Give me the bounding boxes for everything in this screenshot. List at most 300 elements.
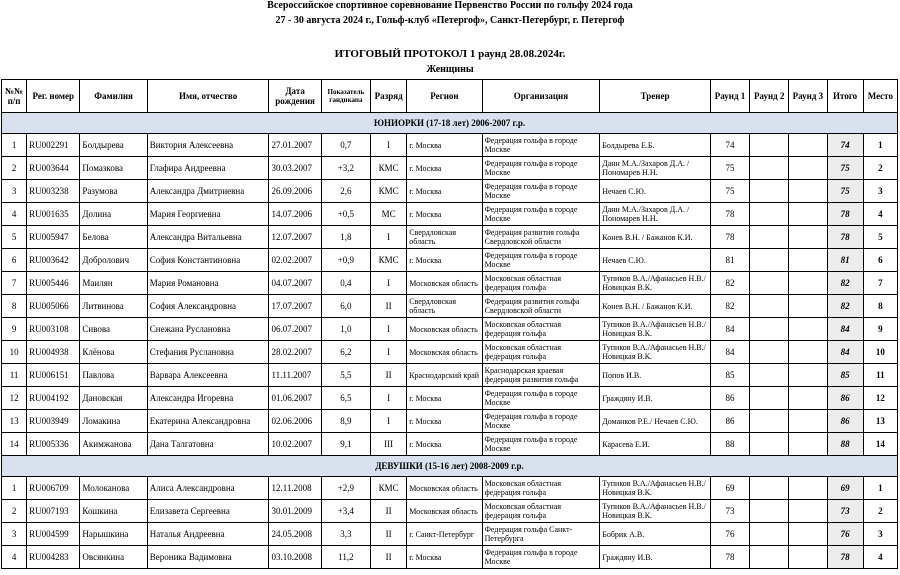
- cell-total: 82: [827, 272, 863, 295]
- cell-dob: 01.06.2007: [269, 387, 321, 410]
- cell-place: 3: [863, 180, 897, 203]
- cell-handicap: 8,9: [321, 410, 370, 433]
- cell-region: Свердловская область: [407, 295, 482, 318]
- cell-organization: Федерация гольфа в городе Москве: [482, 433, 600, 456]
- cell-place: 3: [863, 523, 897, 546]
- cell-round2: [750, 134, 789, 157]
- cell-coach: Доманков Р.Е./ Нечаев С.Ю.: [600, 410, 711, 433]
- cell-place: 6: [863, 249, 897, 272]
- cell-round2: [750, 203, 789, 226]
- cell-coach: Тупиков В.А./Афанасьев Н.В./Новицкая В.К.: [600, 341, 711, 364]
- cell-dob: 27.01.2007: [269, 134, 321, 157]
- cell-reg-number: RU006151: [27, 364, 80, 387]
- cell-round2: [750, 249, 789, 272]
- cell-round1: 82: [710, 272, 749, 295]
- competition-title: Всероссийское спортивное соревнование Первенство России по гольфу 2024 года: [267, 0, 633, 11]
- cell-reg-number: RU004599: [27, 523, 80, 546]
- cell-total: 75: [827, 157, 863, 180]
- cell-place: 14: [863, 433, 897, 456]
- table-row: [2, 226, 898, 249]
- cell-organization: Федерация гольфа Санкт-Петербурга: [482, 523, 600, 546]
- table-row: [2, 203, 898, 226]
- table-row: [2, 272, 898, 295]
- cell-rank: I: [371, 410, 407, 433]
- cell-round1: 75: [710, 180, 749, 203]
- cell-place: 11: [863, 364, 897, 387]
- cell-round3: [789, 249, 827, 272]
- cell-region: г. Москва: [407, 249, 482, 272]
- results-body: [2, 113, 898, 569]
- cell-rank: I: [371, 318, 407, 341]
- cell-number: 4: [2, 546, 27, 569]
- cell-rank: КМС: [371, 249, 407, 272]
- cell-name: Глафира Андреевна: [147, 157, 269, 180]
- cell-total: 88: [827, 433, 863, 456]
- cell-surname: Клёнова: [80, 341, 147, 364]
- col-header-round3: Раунд 3: [789, 80, 827, 113]
- cell-name: София Константиновна: [147, 249, 269, 272]
- table-header-row: [2, 80, 898, 113]
- results-table: [1, 79, 898, 569]
- cell-name: Екатерина Александровна: [147, 410, 269, 433]
- cell-surname: Ломакина: [80, 410, 147, 433]
- cell-total: 84: [827, 318, 863, 341]
- cell-surname: Маилян: [80, 272, 147, 295]
- table-row: [2, 500, 898, 523]
- cell-rank: КМС: [371, 180, 407, 203]
- category-label: Женщины: [426, 64, 474, 75]
- cell-surname: Белова: [80, 226, 147, 249]
- cell-place: 4: [863, 546, 897, 569]
- cell-surname: Нарышкина: [80, 523, 147, 546]
- cell-place: 9: [863, 318, 897, 341]
- cell-place: 4: [863, 203, 897, 226]
- cell-round3: [789, 433, 827, 456]
- cell-handicap: 1,0: [321, 318, 370, 341]
- cell-name: Александра Дмитриевна: [147, 180, 269, 203]
- col-header-name: Имя, отчество: [147, 80, 269, 113]
- cell-reg-number: RU003642: [27, 249, 80, 272]
- cell-round2: [750, 433, 789, 456]
- cell-organization: Федерация гольфа в городе Москве: [482, 134, 600, 157]
- cell-coach: Тупиков В.А./Афанасьев Н.В./ Новицкая В.К.: [600, 500, 711, 523]
- cell-number: 10: [2, 341, 27, 364]
- cell-number: 3: [2, 523, 27, 546]
- cell-round2: [750, 341, 789, 364]
- col-header-organization: Организация: [482, 80, 600, 113]
- cell-organization: Федерация развития гольфа Свердловской области: [482, 226, 600, 249]
- cell-round3: [789, 318, 827, 341]
- cell-round2: [750, 226, 789, 249]
- cell-organization: Федерация гольфа в городе Москве: [482, 157, 600, 180]
- section-header-row: [2, 456, 898, 477]
- cell-round3: [789, 523, 827, 546]
- cell-round1: 82: [710, 295, 749, 318]
- cell-dob: 06.07.2007: [269, 318, 321, 341]
- cell-total: 69: [827, 477, 863, 500]
- cell-round1: 73: [710, 500, 749, 523]
- cell-round2: [750, 410, 789, 433]
- cell-place: 10: [863, 341, 897, 364]
- cell-region: г. Москва: [407, 203, 482, 226]
- cell-place: 2: [863, 500, 897, 523]
- cell-organization: Федерация гольфа в городе Москве: [482, 203, 600, 226]
- table-row: [2, 433, 898, 456]
- cell-number: 14: [2, 433, 27, 456]
- cell-handicap: 2,6: [321, 180, 370, 203]
- cell-rank: I: [371, 134, 407, 157]
- cell-round3: [789, 134, 827, 157]
- cell-name: Вероника Вадимовна: [147, 546, 269, 569]
- cell-round3: [789, 226, 827, 249]
- table-row: [2, 341, 898, 364]
- cell-handicap: 1,8: [321, 226, 370, 249]
- cell-handicap: 11,2: [321, 546, 370, 569]
- cell-round1: 88: [710, 433, 749, 456]
- cell-name: Стефания Руслановна: [147, 341, 269, 364]
- cell-coach: Конев В.Н. / Бажанов К.И.: [600, 226, 711, 249]
- cell-rank: КМС: [371, 157, 407, 180]
- cell-total: 76: [827, 523, 863, 546]
- cell-handicap: 5,5: [321, 364, 370, 387]
- cell-round2: [750, 477, 789, 500]
- cell-round1: 78: [710, 546, 749, 569]
- cell-rank: I: [371, 387, 407, 410]
- cell-organization: Федерация гольфа в городе Москве: [482, 546, 600, 569]
- cell-total: 85: [827, 364, 863, 387]
- cell-coach: Конев В.Н. / Бажанов К.И.: [600, 295, 711, 318]
- cell-round3: [789, 500, 827, 523]
- section-title: ЮНИОРКИ (17-18 лет) 2006-2007 г.р.: [2, 113, 898, 134]
- cell-round3: [789, 410, 827, 433]
- cell-round2: [750, 180, 789, 203]
- cell-round1: 84: [710, 341, 749, 364]
- cell-dob: 12.11.2008: [269, 477, 321, 500]
- cell-organization: Московская областная федерация гольфа: [482, 341, 600, 364]
- cell-reg-number: RU002291: [27, 134, 80, 157]
- col-header-dob: Дата рождения: [269, 80, 321, 113]
- cell-rank: II: [371, 500, 407, 523]
- table-row: [2, 410, 898, 433]
- cell-surname: Молоканова: [80, 477, 147, 500]
- cell-coach: Данн М.А./Захаров Д.А. /Пономарев Н.Н.: [600, 157, 711, 180]
- cell-surname: Павлова: [80, 364, 147, 387]
- cell-round1: 86: [710, 410, 749, 433]
- cell-total: 75: [827, 180, 863, 203]
- cell-handicap: 0,7: [321, 134, 370, 157]
- cell-name: Мария Георгиевна: [147, 203, 269, 226]
- cell-organization: Московская областная федерация гольфа: [482, 477, 600, 500]
- cell-total: 73: [827, 500, 863, 523]
- table-row: [2, 180, 898, 203]
- cell-place: 2: [863, 157, 897, 180]
- cell-surname: Литвинова: [80, 295, 147, 318]
- cell-reg-number: RU006709: [27, 477, 80, 500]
- cell-number: 11: [2, 364, 27, 387]
- cell-coach: Нечаев С.Ю.: [600, 180, 711, 203]
- cell-round3: [789, 295, 827, 318]
- cell-rank: I: [371, 272, 407, 295]
- table-row: [2, 318, 898, 341]
- cell-number: 7: [2, 272, 27, 295]
- cell-round2: [750, 157, 789, 180]
- competition-dates-venue: 27 - 30 августа 2024 г., Гольф-клуб «Петергоф», Санкт-Петербург, г. Петергоф: [275, 15, 625, 26]
- cell-organization: Федерация развития гольфа Свердловской области: [482, 295, 600, 318]
- col-header-surname: Фамилия: [80, 80, 147, 113]
- cell-place: 8: [863, 295, 897, 318]
- cell-dob: 02.02.2007: [269, 249, 321, 272]
- col-header-coach: Тренер: [600, 80, 711, 113]
- cell-reg-number: RU005066: [27, 295, 80, 318]
- table-row: [2, 546, 898, 569]
- cell-coach: Попов И.В.: [600, 364, 711, 387]
- cell-region: г. Санкт-Петербург: [407, 523, 482, 546]
- cell-organization: Краснодарская краевая федерация развития гольфа: [482, 364, 600, 387]
- cell-number: 8: [2, 295, 27, 318]
- cell-number: 12: [2, 387, 27, 410]
- cell-name: Алиса Александровна: [147, 477, 269, 500]
- cell-region: г. Москва: [407, 410, 482, 433]
- cell-round3: [789, 364, 827, 387]
- cell-region: г. Москва: [407, 134, 482, 157]
- cell-round1: 81: [710, 249, 749, 272]
- cell-number: 1: [2, 477, 27, 500]
- cell-round1: 78: [710, 203, 749, 226]
- cell-round1: 69: [710, 477, 749, 500]
- cell-name: Виктория Алексеевна: [147, 134, 269, 157]
- cell-surname: Кошкина: [80, 500, 147, 523]
- cell-coach: Данн М.А./Захаров Д.А. /Пономарев Н.Н.: [600, 203, 711, 226]
- cell-place: 5: [863, 226, 897, 249]
- cell-place: 7: [863, 272, 897, 295]
- cell-region: Московская область: [407, 272, 482, 295]
- col-header-number: №№ п/п: [2, 80, 27, 113]
- cell-dob: 30.03.2007: [269, 157, 321, 180]
- cell-round2: [750, 387, 789, 410]
- cell-organization: Федерация гольфа в городе Москве: [482, 387, 600, 410]
- cell-name: Елизавета Сергеевна: [147, 500, 269, 523]
- cell-number: 13: [2, 410, 27, 433]
- cell-coach: Тупиков В.А./Афанасьев Н.В./ Новицкая В.К.: [600, 477, 711, 500]
- col-header-place: Место: [863, 80, 897, 113]
- cell-region: Московская область: [407, 318, 482, 341]
- cell-round3: [789, 203, 827, 226]
- cell-number: 9: [2, 318, 27, 341]
- cell-round3: [789, 157, 827, 180]
- cell-dob: 14.07.2006: [269, 203, 321, 226]
- cell-name: Александра Витальевна: [147, 226, 269, 249]
- cell-number: 2: [2, 500, 27, 523]
- cell-surname: Долина: [80, 203, 147, 226]
- col-header-reg-number: Рег. номер: [27, 80, 80, 113]
- cell-dob: 30.01.2009: [269, 500, 321, 523]
- cell-reg-number: RU005947: [27, 226, 80, 249]
- cell-surname: Болдырева: [80, 134, 147, 157]
- cell-reg-number: RU004938: [27, 341, 80, 364]
- cell-round1: 74: [710, 134, 749, 157]
- cell-region: Московская область: [407, 500, 482, 523]
- cell-reg-number: RU004283: [27, 546, 80, 569]
- cell-reg-number: RU007193: [27, 500, 80, 523]
- cell-reg-number: RU005336: [27, 433, 80, 456]
- cell-total: 82: [827, 295, 863, 318]
- cell-round2: [750, 364, 789, 387]
- cell-coach: Тупиков В.А./Афанасьев Н.В./Новицкая В.К.: [600, 272, 711, 295]
- cell-surname: Овсянкина: [80, 546, 147, 569]
- cell-round2: [750, 272, 789, 295]
- cell-total: 78: [827, 546, 863, 569]
- cell-dob: 24.05.2008: [269, 523, 321, 546]
- cell-place: 12: [863, 387, 897, 410]
- cell-name: София Александровна: [147, 295, 269, 318]
- cell-round2: [750, 295, 789, 318]
- cell-round1: 86: [710, 387, 749, 410]
- cell-dob: 12.07.2007: [269, 226, 321, 249]
- cell-round2: [750, 523, 789, 546]
- col-header-rank: Разряд: [371, 80, 407, 113]
- cell-number: 4: [2, 203, 27, 226]
- cell-surname: Разумова: [80, 180, 147, 203]
- cell-handicap: +3,2: [321, 157, 370, 180]
- cell-reg-number: RU003108: [27, 318, 80, 341]
- cell-number: 1: [2, 134, 27, 157]
- cell-region: г. Москва: [407, 157, 482, 180]
- cell-dob: 28.02.2007: [269, 341, 321, 364]
- cell-handicap: 0,4: [321, 272, 370, 295]
- cell-name: Варвара Алексеевна: [147, 364, 269, 387]
- cell-name: Снежана Руслановна: [147, 318, 269, 341]
- cell-region: Свердловская область: [407, 226, 482, 249]
- cell-handicap: +2,9: [321, 477, 370, 500]
- cell-number: 3: [2, 180, 27, 203]
- cell-rank: II: [371, 364, 407, 387]
- cell-number: 5: [2, 226, 27, 249]
- cell-coach: Граждяну И.В.: [600, 387, 711, 410]
- cell-surname: Сивова: [80, 318, 147, 341]
- col-header-round2: Раунд 2: [750, 80, 789, 113]
- cell-coach: Граждяну И.В.: [600, 546, 711, 569]
- cell-region: г. Москва: [407, 546, 482, 569]
- cell-organization: Федерация гольфа в городе Москве: [482, 180, 600, 203]
- cell-handicap: 9,1: [321, 433, 370, 456]
- cell-organization: Московская областная федерация гольфа: [482, 500, 600, 523]
- cell-rank: МС: [371, 203, 407, 226]
- col-header-handicap: Показатель гандикапа: [321, 80, 370, 113]
- cell-dob: 26.09.2006: [269, 180, 321, 203]
- cell-rank: I: [371, 341, 407, 364]
- cell-round2: [750, 318, 789, 341]
- cell-surname: Дановская: [80, 387, 147, 410]
- table-row: [2, 477, 898, 500]
- cell-region: г. Москва: [407, 180, 482, 203]
- cell-reg-number: RU004192: [27, 387, 80, 410]
- table-row: [2, 157, 898, 180]
- cell-handicap: 6,5: [321, 387, 370, 410]
- cell-rank: III: [371, 433, 407, 456]
- cell-coach: Нечаев С.Ю.: [600, 249, 711, 272]
- cell-dob: 02.06.2006: [269, 410, 321, 433]
- cell-name: Александра Игоревна: [147, 387, 269, 410]
- col-header-round1: Раунд 1: [710, 80, 749, 113]
- cell-dob: 04.07.2007: [269, 272, 321, 295]
- cell-total: 78: [827, 203, 863, 226]
- cell-region: Московская область: [407, 477, 482, 500]
- cell-rank: II: [371, 295, 407, 318]
- cell-coach: Бобрик А.В.: [600, 523, 711, 546]
- cell-total: 86: [827, 410, 863, 433]
- table-row: [2, 364, 898, 387]
- cell-reg-number: RU001635: [27, 203, 80, 226]
- cell-rank: II: [371, 523, 407, 546]
- cell-round3: [789, 477, 827, 500]
- cell-region: Московская область: [407, 341, 482, 364]
- cell-handicap: +3,4: [321, 500, 370, 523]
- cell-coach: Тупиков В.А./Афанасьев Н.В./Новицкая В.К.: [600, 318, 711, 341]
- cell-total: 74: [827, 134, 863, 157]
- cell-rank: II: [371, 546, 407, 569]
- cell-handicap: +0,5: [321, 203, 370, 226]
- cell-round3: [789, 546, 827, 569]
- cell-reg-number: RU003949: [27, 410, 80, 433]
- cell-name: Наталья Андреевна: [147, 523, 269, 546]
- cell-dob: 11.11.2007: [269, 364, 321, 387]
- table-row: [2, 295, 898, 318]
- cell-organization: Московская областная федерация гольфа: [482, 318, 600, 341]
- cell-round1: 85: [710, 364, 749, 387]
- cell-round3: [789, 180, 827, 203]
- cell-round1: 76: [710, 523, 749, 546]
- cell-coach: Болдырева Е.Б.: [600, 134, 711, 157]
- cell-handicap: 3,3: [321, 523, 370, 546]
- cell-total: 81: [827, 249, 863, 272]
- cell-region: Краснодарский край: [407, 364, 482, 387]
- cell-region: г. Москва: [407, 387, 482, 410]
- table-row: [2, 523, 898, 546]
- cell-handicap: +0,9: [321, 249, 370, 272]
- section-header-row: [2, 113, 898, 134]
- section-title: ДЕВУШКИ (15-16 лет) 2008-2009 г.р.: [2, 456, 898, 477]
- cell-round3: [789, 272, 827, 295]
- cell-rank: I: [371, 226, 407, 249]
- cell-round1: 78: [710, 226, 749, 249]
- cell-organization: Федерация гольфа в городе Москве: [482, 249, 600, 272]
- cell-coach: Карасева Е.И.: [600, 433, 711, 456]
- cell-round2: [750, 500, 789, 523]
- cell-round1: 75: [710, 157, 749, 180]
- cell-place: 1: [863, 134, 897, 157]
- cell-number: 6: [2, 249, 27, 272]
- table-row: [2, 134, 898, 157]
- cell-handicap: 6,0: [321, 295, 370, 318]
- cell-number: 2: [2, 157, 27, 180]
- cell-round3: [789, 387, 827, 410]
- cell-rank: КМС: [371, 477, 407, 500]
- cell-reg-number: RU003644: [27, 157, 80, 180]
- cell-place: 13: [863, 410, 897, 433]
- cell-round3: [789, 341, 827, 364]
- cell-handicap: 6,2: [321, 341, 370, 364]
- cell-reg-number: RU003238: [27, 180, 80, 203]
- cell-surname: Добролович: [80, 249, 147, 272]
- col-header-region: Регион: [407, 80, 482, 113]
- cell-name: Дана Талгатовна: [147, 433, 269, 456]
- protocol-title: ИТОГОВЫЙ ПРОТОКОЛ 1 раунд 28.08.2024г.: [334, 48, 566, 60]
- cell-name: Мария Романовна: [147, 272, 269, 295]
- cell-round1: 84: [710, 318, 749, 341]
- cell-dob: 03.10.2008: [269, 546, 321, 569]
- cell-total: 86: [827, 387, 863, 410]
- cell-surname: Помазкова: [80, 157, 147, 180]
